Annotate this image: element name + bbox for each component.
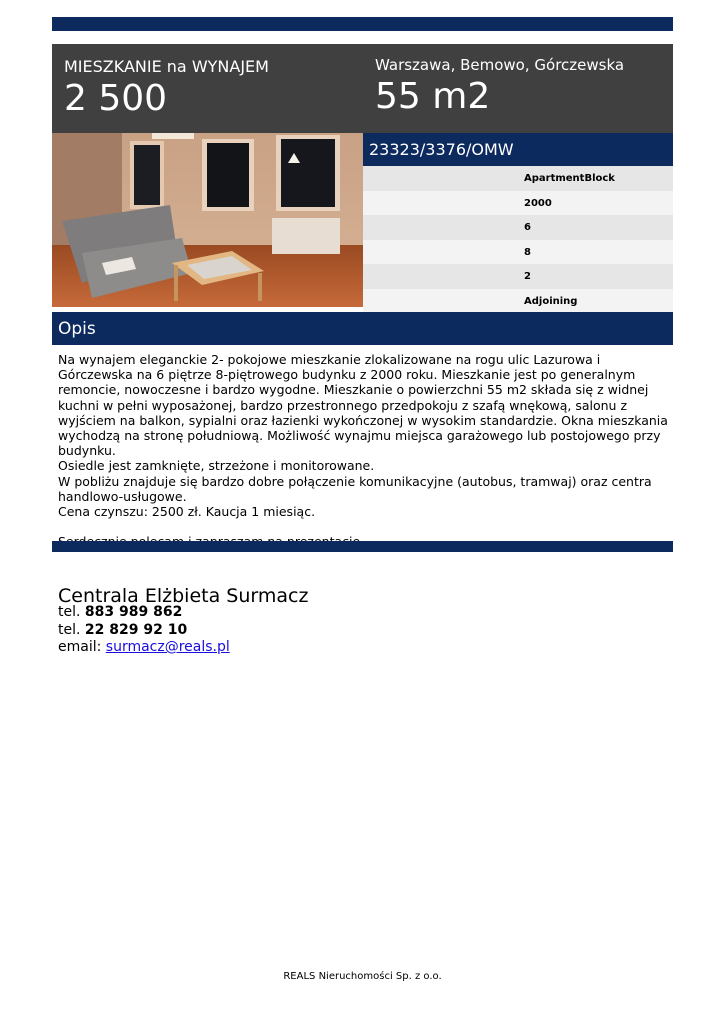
email-line — [58, 639, 230, 655]
agent-name: Centrala Elżbieta Surmacz — [58, 585, 309, 607]
email-link[interactable]: surmacz@reals.pl — [105, 639, 230, 655]
detail-row — [363, 215, 673, 240]
email-label: email: — [58, 639, 102, 655]
detail-value: ApartmentBlock — [524, 173, 615, 184]
tel-label: tel. — [58, 604, 81, 620]
description-paragraph: Na wynajem eleganckie 2- pokojowe mieszkanie zlokalizowane na rogu ulic Lazurowa i Górczewska na 6 piętrze 8-piętrowego budynku z 2000 roku. Mieszkanie jest po generalnym remoncie, nowoczesne i bardzo wygodne. Mieszkanie o powierzchni 55 m2 składa się z widnej kuchni w pełni wyposażonej, bardzo przestronnego przedpokoju z szafą wnękową, salonu z wyjściem na balkon, sypialni oraz łazienki wykończonej w wysokim standardzie. Okna mieszkania wychodzą na stronę południową. Możliwość wynajmu miejsca garażowego lub postojowego przy budynku. — [58, 352, 668, 459]
location: Warszawa, Bemowo, Górczewska — [375, 56, 625, 74]
price: 2 500 — [64, 78, 168, 119]
description-heading-bar — [52, 312, 673, 345]
details-table — [363, 166, 673, 313]
phone-line-2 — [58, 622, 187, 638]
detail-value: 2000 — [524, 197, 552, 209]
detail-row — [363, 264, 673, 289]
top-accent-bar — [52, 17, 673, 31]
detail-row — [363, 191, 673, 216]
bottom-accent-bar — [52, 541, 673, 552]
detail-value: Adjoining — [524, 295, 578, 307]
phone-line-1 — [58, 604, 182, 620]
description-paragraph: Cena czynszu: 2500 zł. Kaucja 1 miesiąc. — [58, 504, 316, 520]
listing-header — [52, 44, 673, 133]
description-paragraph: W pobliżu znajduje się bardzo dobre połączenie komunikacyjne (autobus, tramwaj) oraz centra handlowo-usługowe. — [58, 473, 652, 504]
footer-company: REALS Nieruchomości Sp. z o.o. — [283, 971, 442, 982]
tel-label: tel. — [58, 622, 81, 638]
detail-value: 2 — [524, 271, 531, 282]
description-heading: Opis — [58, 319, 96, 339]
reference-number-bar — [363, 133, 673, 166]
detail-row — [363, 289, 673, 314]
detail-value: 6 — [524, 222, 531, 233]
detail-value: 8 — [524, 246, 531, 258]
description-text — [58, 352, 670, 549]
detail-row — [363, 166, 673, 191]
offer-type: MIESZKANIE na WYNAJEM — [64, 57, 269, 76]
area: 55 m2 — [375, 76, 491, 117]
phone-number-2: 22 829 92 10 — [84, 622, 188, 638]
description-paragraph: Osiedle jest zamknięte, strzeżone i monitorowane. — [58, 458, 375, 474]
detail-row — [363, 240, 673, 265]
apartment-photo — [52, 133, 363, 307]
reference-number: 23323/3376/OMW — [369, 140, 514, 159]
phone-number-1: 883 989 862 — [84, 604, 183, 620]
